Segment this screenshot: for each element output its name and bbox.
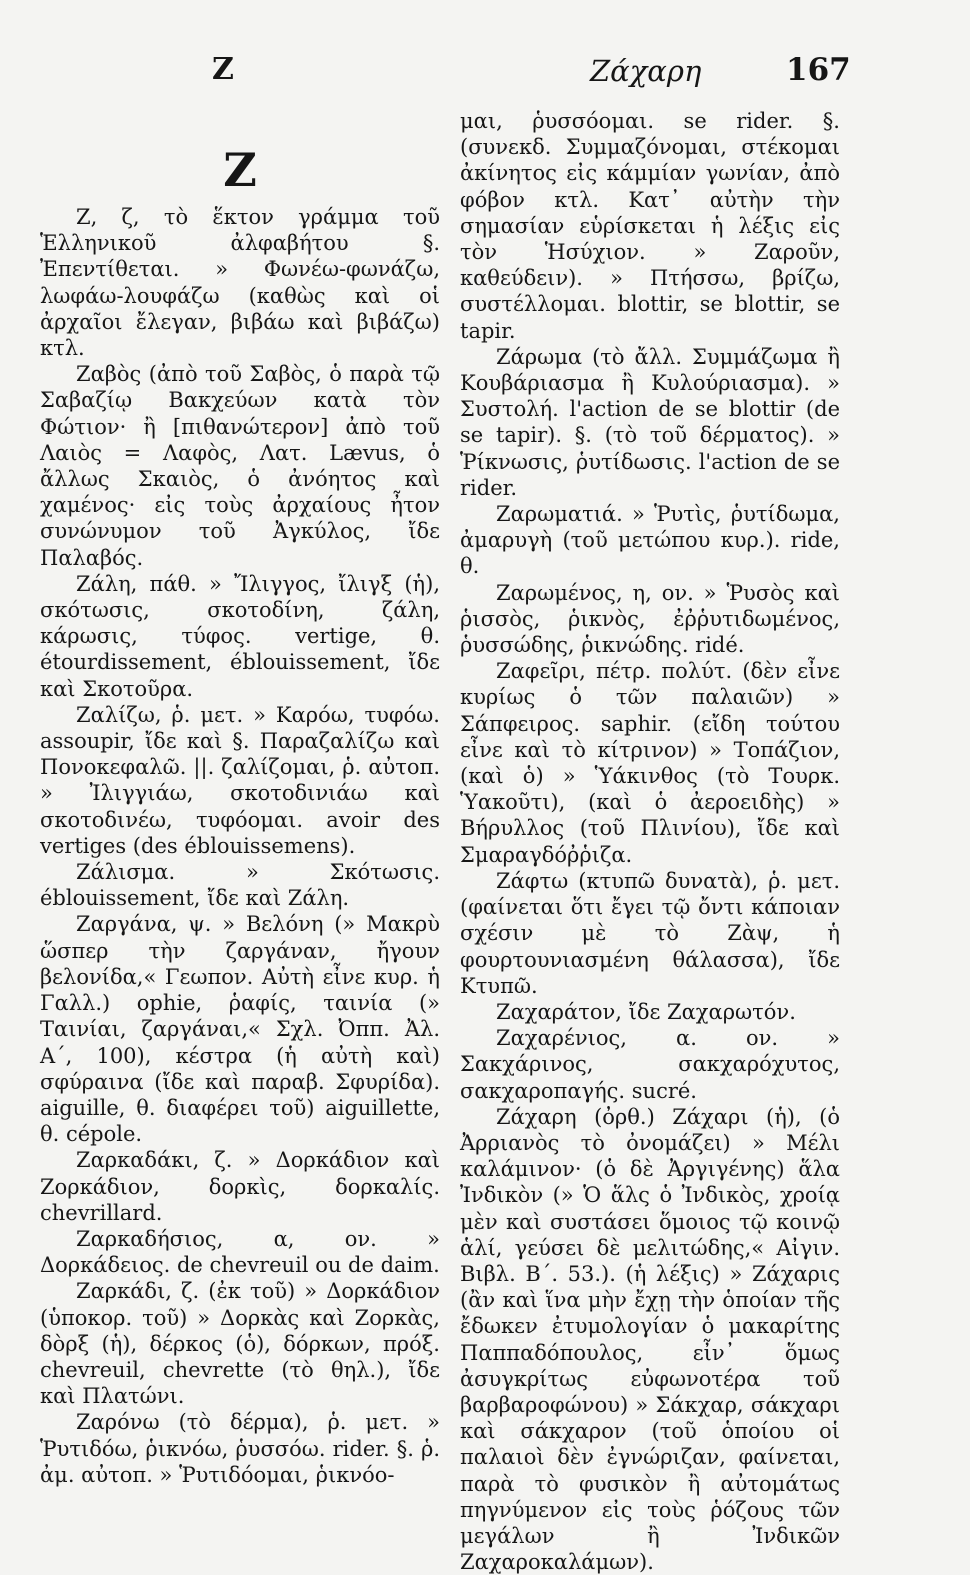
dictionary-entry: Ζάλη, πάθ. » Ἴλιγγος, ἴλιγξ (ἡ), σκότωσις, σκοτοδίνη, ζάλη, κάρωσις, τύφος. vertige, θ. étourdissement, éblouissement, ἴδε καὶ Σκοτοῦρα. bbox=[40, 571, 440, 701]
dictionary-entry: Ζαρκαδάκι, ζ. » Δορκάδιον καὶ Ζορκάδιον, δορκὶς, δορκαλίς. chevrillard. bbox=[40, 1148, 440, 1225]
dictionary-entry: Ζαφεῖρι, πέτρ. πολύτ. (δὲν εἶνε κυρίως ὁ τῶν παλαιῶν) » Σάπφειρος. saphir. (εἴδη τούτου εἶνε καὶ τὸ κίτρινον) » Τοπάζιον, (καὶ ὁ) » Ὑάκινθος (τὸ Τουρκ. Ὑακοῦτι), (καὶ ὁ ἀεροειδὴς) » Βήρυλλος (τοῦ Πλινίου), ἴδε καὶ Σμαραγδόῤῥιζα. bbox=[460, 659, 840, 867]
header-guide-word: Ζάχαρη bbox=[590, 54, 702, 88]
dictionary-entry: Ζαργάνα, ψ. » Βελόνη (» Μακρὺ ὥσπερ τὴν ζαργάναν, ἤγουν βελονίδα,« Γεωπον. Αὐτὴ εἶνε κυρ. ἡ Γαλλ.) ophie, ῥαφίς, ταινία (» Ταινίαι, ζαργάναι,« Σχλ. Ὀππ. Ἀλ. Α΄, 100), κέστρα (ἡ αὐτὴ καὶ) σφύραινα (ἴδε καὶ παραβ. Σφυρίδα). aiguille, θ. διαφέρει τοῦ) aiguillette, θ. cépole. bbox=[40, 912, 440, 1147]
dictionary-entry: Ζαχαρένιος, α. ον. » Σακχάρινος, σακχαρόχυτος, σακχαροπαγής. sucré. bbox=[460, 1026, 840, 1103]
dictionary-entry: Ζάφτω (κτυπῶ δυνατὰ), ῥ. μετ. (φαίνεται ὅτι ἔγει τῷ ὄντι κάποιαν σχέσιν μὲ τὸ Ζὰψ, ἡ φουρτουνιασμένη θάλασσα), ἴδε Κτυπῶ. bbox=[460, 868, 840, 998]
dictionary-entry: Ζαβὸς (ἀπὸ τοῦ Σαβὸς, ὁ παρὰ τῷ Σαβαζίῳ Βακχεύων κατὰ τὸν Φώτιον· ἢ [πιθανώτερον] ἀπὸ τοῦ Λαιὸς = Λαφὸς, Λατ. Lævus, ὁ ἄλλως Σκαιὸς, ὁ ἀνόητος καὶ χαμένος· εἰς τοὺς ἀρχαίους ἦτον συνώνυμον τοῦ Ἀγκύλος, ἴδε Παλαβός. bbox=[40, 362, 440, 570]
dictionary-entry: Ζαχαράτον, ἴδε Ζαχαρωτόν. bbox=[496, 999, 796, 1024]
page-number: 167 bbox=[786, 52, 851, 88]
right-column bbox=[460, 108, 840, 1575]
dictionary-entry: Ζαρκάδι, ζ. (ἐκ τοῦ) » Δορκάδιον (ὑποκορ. τοῦ) » Δορκὰς καὶ Ζορκὰς, δὸρξ (ἡ), δέρκος (ὁ), δόρκων, πρόξ. chevreuil, chevrette (τὸ θηλ.), ἴδε καὶ Πλατώνι. bbox=[40, 1279, 440, 1409]
dictionary-entry: Ζάλισμα. » Σκότωσις. éblouissement, ἴδε καὶ Ζάλη. bbox=[40, 860, 440, 911]
dictionary-entry-continued: μαι, ῥυσσόομαι. se rider. §. (συνεκδ. Συμμαζόνομαι, στέκομαι ἀκίνητος εἰς κάμμίαν γωνίαν, ἀπὸ φόβον κτλ. Κατ᾽ αὐτὴν τὴν σημασίαν εὑρίσκεται ἡ λέξις εἰς τὸν Ἡσύχιον. » Ζαροῦν, καθεύδειν). » Πτήσσω, βρίζω, συστέλλομαι. blottir, se blottir, se tapir. bbox=[460, 109, 840, 343]
dictionary-entry: Ζαρωματιά. » Ῥυτὶς, ῥυτίδωμα, ἀμαρυγὴ (τοῦ μετώπου κυρ.). ride, θ. bbox=[460, 502, 840, 579]
section-letter: Z bbox=[223, 143, 257, 197]
dictionary-entry: Ζαρκαδήσιος, α, ον. » Δορκάδειος. de chevreuil ou de daim. bbox=[40, 1226, 440, 1278]
dictionary-entry: Ζάχαρη (ὀρθ.) Ζάχαρι (ἡ), (ὁ Ἀρριανὸς τὸ ὀνομάζει) » Μέλι καλάμινον· (ὁ δὲ Ἀργιγένης) ἅλα Ἰνδικὸν (» Ὁ ἅλς ὁ Ἰνδικὸς, χροίᾳ μὲν καὶ συστάσει ὅμοιος τῷ κοινῷ ἁλί, γεύσει δὲ μελιτώδης,« Αἰγιν. Βιβλ. Β΄. 53.). (ἡ λέξις) » Ζάχαρις (ἂν καὶ ἵνα μὴν ἔχῃ τὴν ὁποίαν τῆς ἔδωκεν ἐτυμολογίαν ὁ μακαρίτης Παππαδόπουλος, εἶν᾽ ὅμως ἀσυγκρίτως εὐφωνοτέρα τοῦ βαρβαροφώνου) » Σάκχαρ, σάκχαρι καὶ σάκχαρον (τοῦ ὁποίου οἱ παλαιοὶ δὲν ἐγνώριζαν, φαίνεται, παρὰ τὸ φυσικὸν ἢ αὐτομάτως πηγνύμενον εἰς τοὺς ῥόζους τῶν μεγάλων ἢ Ἰνδικῶν Ζαχαροκαλάμων). bbox=[460, 1104, 840, 1575]
dictionary-entry: Ζαρωμένος, η, ον. » Ῥυσὸς καὶ ῥισσὸς, ῥικνὸς, ἐῤῥυτιδωμένος, ῥυσσώδης, ῥικνώδης. ridé. bbox=[460, 580, 840, 658]
dictionary-entry: Ζ, ζ, τὸ ἕκτον γράμμα τοῦ Ἑλληνικοῦ ἀλφαβήτου §. Ἐπεντίθεται. » Φωνέω-φωνάζω, λωφάω-λουφάζω (καθὼς καὶ οἱ ἀρχαῖοι ἔλεγαν, βιβάω καὶ βιβάζω) κτλ. bbox=[40, 205, 440, 361]
dictionary-entry: Ζαλίζω, ῥ. μετ. » Καρόω, τυφόω. assoupir, ἴδε καὶ §. Παραζαλίζω καὶ Πονοκεφαλῶ. ||. ζαλίζομαι, ῥ. αὐτοπ. » Ἰλιγγιάω, σκοτοδινιάω καὶ σκοτοδινέω, τυφόομαι. avoir des vertiges (des éblouissemens). bbox=[40, 702, 440, 858]
page-header bbox=[0, 52, 970, 102]
dictionary-entry: Ζάρωμα (τὸ ἄλλ. Συμμάζωμα ἢ Κουβάριασμα ἢ Κυλούριασμα). » Συστολή. l'action de se blottir (de se tapir). §. (τὸ τοῦ δέρματος). » Ῥίκνωσις, ῥυτίδωσις. l'action de se rider. bbox=[460, 344, 840, 500]
header-letter: Z bbox=[212, 52, 234, 87]
left-column bbox=[40, 108, 440, 1488]
dictionary-entry: Ζαρόνω (τὸ δέρμα), ῥ. μετ. » Ῥυτιδόω, ῥικνόω, ῥυσσόω. rider. §. ῥ. ἀμ. αὐτοπ. » Ῥυτιδόομαι, ῥικνόο- bbox=[40, 1410, 440, 1487]
